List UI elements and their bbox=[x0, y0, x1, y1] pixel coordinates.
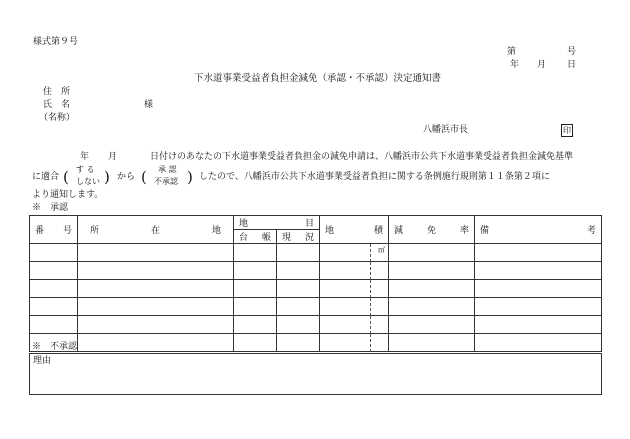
choice2-bottom: 不承認 bbox=[154, 177, 178, 186]
choice1-bottom: しない bbox=[76, 177, 100, 186]
choice2-top: 承 認 bbox=[158, 165, 177, 174]
name-label: 氏 名 bbox=[43, 100, 71, 110]
reason-label: 理由 bbox=[33, 356, 52, 366]
header-remarks: 備 考 bbox=[475, 216, 602, 244]
date-month: 月 bbox=[537, 60, 547, 70]
body-line3: より通知します。 bbox=[32, 190, 104, 200]
approval-section-label: ※ 承認 bbox=[32, 203, 69, 213]
body-line1: 日付けのあなたの下水道事業受益者負担金の減免申請は、八幡浜市公共下水道事業受益者負担金減免基準 bbox=[150, 152, 574, 162]
choice1-top: す る bbox=[76, 165, 95, 174]
paren-open-1: ( bbox=[63, 168, 69, 186]
table-row bbox=[30, 262, 602, 280]
body-line2-suffix: したので、八幡浜市公共下水道事業受益者負担に関する条例施行規則第１１条第２項に bbox=[199, 172, 550, 182]
corp-name-label: （名称） bbox=[39, 113, 76, 123]
sama-label: 様 bbox=[144, 100, 154, 110]
table-row bbox=[30, 280, 602, 298]
table-row bbox=[30, 244, 602, 262]
date-year: 年 bbox=[510, 60, 520, 70]
approval-table bbox=[29, 215, 602, 352]
table-row bbox=[30, 316, 602, 334]
document-title: 下水道事業受益者負担金減免（承認・不承認）決定通知書 bbox=[194, 73, 442, 84]
body-year: 年 bbox=[80, 152, 90, 162]
body-month: 月 bbox=[108, 152, 118, 162]
number-prefix: 第 bbox=[507, 47, 517, 57]
form-number: 様式第９号 bbox=[33, 37, 79, 47]
number-suffix: 号 bbox=[567, 47, 577, 57]
header-area: 地 積 bbox=[320, 216, 389, 244]
header-number: 番 号 bbox=[30, 216, 78, 244]
seal-mark: 印 bbox=[563, 126, 571, 135]
issuer-name: 八幡浜市長 bbox=[423, 125, 469, 135]
body-line2-prefix: に適合 bbox=[32, 172, 60, 182]
area-cell bbox=[320, 244, 389, 262]
table-row bbox=[30, 334, 602, 352]
disapproval-section-label: ※ 不承認 bbox=[32, 342, 78, 352]
paren-close-1: ) bbox=[104, 168, 110, 186]
reason-box bbox=[29, 353, 602, 395]
date-day: 日 bbox=[567, 60, 577, 70]
area-unit: ㎡ bbox=[378, 246, 385, 254]
table-row bbox=[30, 298, 602, 316]
body-kara: から bbox=[117, 172, 136, 182]
header-rate: 減 免 率 bbox=[389, 216, 475, 244]
address-label: 住 所 bbox=[43, 87, 71, 97]
header-location: 所 在 地 bbox=[78, 216, 234, 244]
header-genkyo: 現 況 bbox=[277, 230, 320, 244]
paren-open-2: ( bbox=[141, 168, 147, 186]
header-chimoku: 地 目 bbox=[234, 216, 320, 230]
paren-close-2: ) bbox=[187, 168, 193, 186]
header-daicho: 台 帳 bbox=[234, 230, 277, 244]
